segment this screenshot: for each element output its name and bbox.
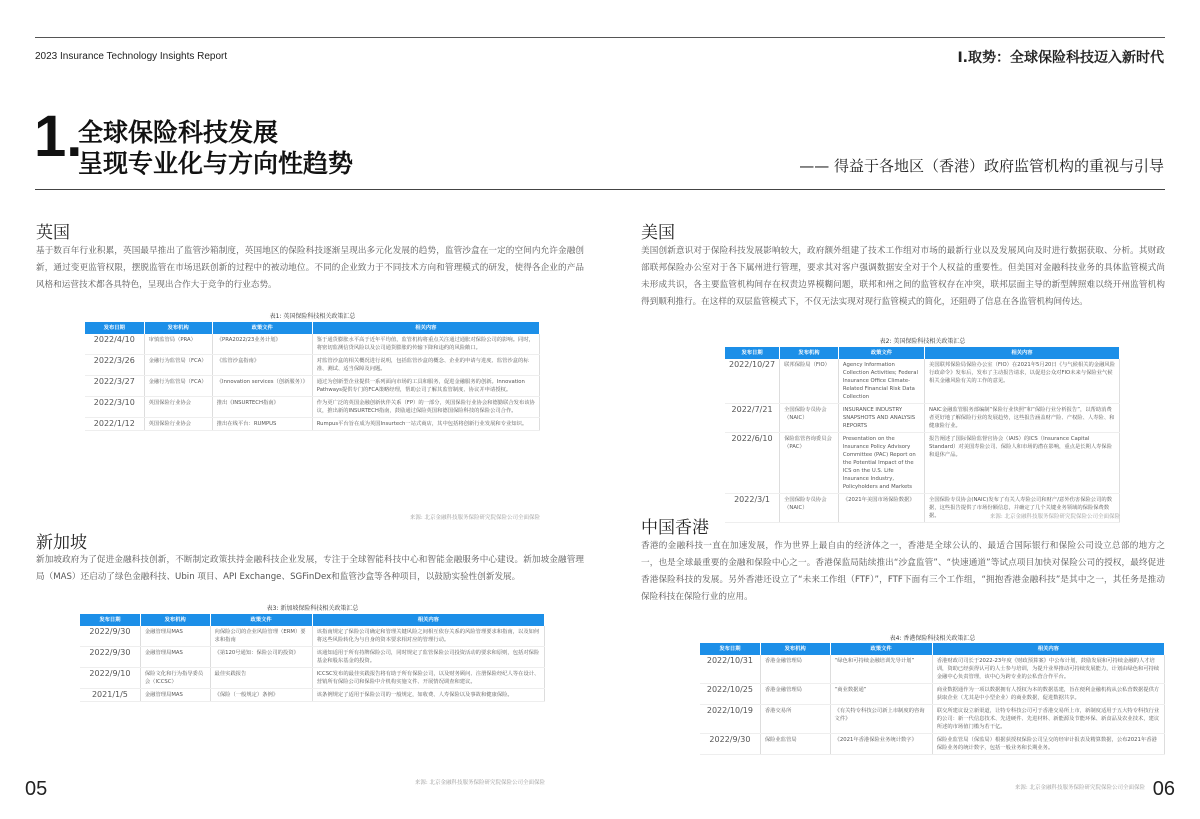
column-header: 发布日期 [725,347,780,359]
column-header: 发布机构 [144,322,212,334]
table-cell: 推出《INSURTECH指南》 [212,397,312,418]
divider [35,189,1165,190]
column-header: 发布日期 [80,614,140,626]
singapore-table-caption: 表3: 新加坡保险科技相关政策汇总 [266,605,359,612]
table-cell: 2022/7/21 [725,404,780,433]
column-header: 政策文件 [212,322,312,334]
singapore-paragraph: 新加坡政府为了促进金融科技创新，不断制定政策扶持金融科技企业发展，专注于全球智能科技中心和智能金融服务中心建设。新加坡金融管理局（MAS）还启动了绿色金融科技、Ubin 项目、API Exchange、SGFinDex和监管沙盒等各种项目，以鼓励实验性创新发展。 [36,555,584,582]
table-row [725,359,1120,404]
table-cell: 推出在线平台：RUMPUS [212,418,312,431]
table-row [80,626,545,647]
chapter-title-line1: 全球保险科技发展 [78,118,279,147]
table-cell: “商业数据通” [830,684,932,705]
table-cell: 英国保险行业协会 [144,418,212,431]
table-cell: 香港金融管理局 [760,684,830,705]
table-cell: 金融管理局MAS [140,689,210,702]
table-cell: 美国联邦保险局保险办公室（FIO）在2021年5月20日《与气候相关的金融风险行政命令》发布后，发布了主动报告请求，以促进公众对FIO未来与保险业气候相关金融风险有关的工作的意见。 [925,359,1120,404]
table-cell: 2022/9/30 [80,626,140,647]
table-cell: 保险业监管局 [760,734,830,755]
table-cell: 保险监管咨询委员会（PAC） [780,433,839,494]
table-cell: 该通知适用于所有持牌保险公司，同时规定了监管保险公司投资活动的要求和原则，包括对保险基金和股东基金的投资。 [312,647,544,668]
table-cell: 《Innovation services（创新服务）》 [212,376,312,397]
table-cell: 2022/3/26 [85,355,144,376]
table-cell: 2022/3/1 [725,494,780,523]
table-row [85,376,540,397]
table-cell: “绿色和可持续金融培训先导计划” [830,655,932,684]
table-row [80,689,545,702]
top-rule [35,37,1165,38]
table-cell: 2022/6/10 [725,433,780,494]
table-row [80,668,545,689]
table-cell: 通过为创新型企业提供一系列面向市场的工具和服务，促进金融服务的创新。Innovation Pathways提供专门的FCA策略经理，帮助公司了解其监管制度、协议并申请授权。 [312,376,539,397]
table-cell: 金融管理局MAS [140,647,210,668]
table-cell: 《监管沙盒指南》 [212,355,312,376]
table-cell: 2022/3/27 [85,376,144,397]
column-header: 相关内容 [312,614,544,626]
table-row [700,684,1165,705]
table-header-row [85,322,540,334]
table-header-row [80,614,545,626]
us-policy-table [725,347,1120,523]
table-cell: 作为更广泛的英国金融创新伙伴关系（FP）的一部分，英国保险行业协会和德勤联合发布该协议，推出新的INSURTECH指南，鼓励通过保险英国和德国保险科技的保险公司合作。 [312,397,539,418]
uk-paragraph: 基于数百年行业积累，英国最早推出了监管沙箱制度，英国地区的保险科技逐渐呈现出多元化发展的趋势，监管沙盒在一定的空间内允许金融创新，通过变更监管权限，摆脱监管在市场迅跃创新的过程中的被动地位。不同的企业致力于不同技术方向和管理模式的研发，使得各企业的产品风格和运营技术都各具特色，呈现出合作大于竞争的行业态势。 [36,246,584,290]
table-cell: Rumpus平台旨在成为英国Insurtech一站式商店，其中包括将创新行业发展和专业知识。 [312,418,539,431]
column-header: 政策文件 [830,643,932,655]
table-cell: Presentation on the Insurance Policy Advisory Committee (PAC) Report on the Potential Impact of the ICS on the U.S. Life Insurance Industry, Policyholders and Markets [838,433,924,494]
hk-paragraph: 香港的金融科技一直在加速发展，作为世界上最自由的经济体之一，香港是全球公认的、最适合国际银行和保险公司设立总部的地方之一，也是全球最重要的金融和保险中心之一。香港保监局陆续推出“沙盒监管”、“快速通道”等试点项目加快对保险公司的授权，最终促进香港保险科技的发展。另外香港还设立了“未来工作组（FTF）”，FTF下面有三个工作组，“拥抱香港金融科技”是其中之一，其任务是推动保险科技在保险行业的应用。 [641,541,1165,602]
table-cell: 全国保险专员协会(NAIC)发布了有关人寿险公司和财产/意外伤害保险公司的数据，这些报告提供了市场份额信息，并确定了几个关键业务领域的保险保费数据。 [925,494,1120,523]
table-cell: 2022/4/10 [85,334,144,355]
column-header: 发布日期 [700,643,760,655]
table-cell: 《PRA2022/23业务计划》 [212,334,312,355]
us-table-source: 来源: 北京金融科技服务保险研究院保险公司全面保险 [989,514,1120,520]
table-row [700,705,1165,734]
table-cell: 该条例规定了适用于保险公司的一般规定，如收费、人寿保险以及事故和健康保险。 [312,689,544,702]
table-row [85,418,540,431]
table-cell: 2022/3/10 [85,397,144,418]
table-cell: 2022/9/30 [80,647,140,668]
table-cell: 审慎监管局（PRA） [144,334,212,355]
table-header-row [700,643,1165,655]
singapore-table-source: 来源: 北京金融科技服务保险研究院保险公司全面保险 [414,780,545,786]
table-cell: 2022/9/10 [80,668,140,689]
uk-table-source: 来源: 北京金融科技服务保险研究院保险公司全面保险 [409,515,540,521]
table-cell: 商业数据通作为一项以数据拥有人授权为本的数据基建，旨在便利金融机构从公私营数据提供方获取企业（尤其是中小型企业）的商业数据，促进数据共享。 [932,684,1164,705]
column-header: 发布日期 [85,322,144,334]
table-cell: 保险文化和行为指导委员会（ICCSC） [140,668,210,689]
us-paragraph: 美国创新意识对于保险科技发展影响较大，政府额外组建了技术工作组对市场的最新行业以及发展风向及时进行数据获取、分析。其财政部联邦保险办公室对于各下属州进行管理，要求其对客户强调数据安全对于个人权益的重要性。但美国对金融科技业务的具体监管模式尚未形成共识，各主要监管机构间存在权责边界模糊问题，联邦和州之间的监管权存在冲突，联邦层面主导的新型牌照难以绕开州监管机构得到顺利推行。在这样的双层监管模式下，不仅无法实现对现行监管模式的简化，还阻碍了信息在各监管机构间传达。 [641,246,1165,307]
table-row [80,647,545,668]
column-header: 相关内容 [932,643,1164,655]
table-cell: ICCSC发布的最佳实践报告将有助于所有保险公司，以及财务顾问、注册保险经纪人等在设计、营销所有保险公司和保险中介机构实施文件、开展情况调查和建议。 [312,668,544,689]
table-cell: 向保险公司的企业风险管理（ERM）要求和指南 [210,626,312,647]
table-cell: 保险业监管局（保监局）根据获授权保险公司呈交的经审计报表及精算数据，公布2021年香港保险业务的统计数字，包括一般业务和长期业务。 [932,734,1164,755]
table-cell: 2022/10/27 [725,359,780,404]
table-cell: 《第120号通知：保险公司的投资》 [210,647,312,668]
uk-policy-table [85,322,540,431]
table-cell: 2022/1/12 [85,418,144,431]
table-cell: 香港交易所 [760,705,830,734]
chapter-title [78,117,353,179]
column-header: 政策文件 [210,614,312,626]
table-row [725,404,1120,433]
chapter-subtitle: —— 得益于各地区（香港）政府监管机构的重视与引导 [799,157,1164,175]
table-cell: 该指南规定了保险公司确定和管理关键风险之间相互依存关系的风险管理要求和指南，以及如何将这些风险转化为与自身的资本要求相对应的管理行动。 [312,626,544,647]
singapore-heading: 新加坡 [36,533,87,553]
table-cell: Agency Information Collection Activities; Federal Insurance Office Climate-Related Financial Risk Data Collection [838,359,924,404]
table-cell: 对监管沙盒的相关概况进行说明，包括监管沙盒的概念、企业的申请与进度、监管沙盒的标准、测试、适当保障及问题。 [312,355,539,376]
table-cell: 2022/9/30 [700,734,760,755]
table-row [725,433,1120,494]
table-cell: NAIC金融监管服务部编制“保险行业快照”和“保险行业分析报告”，以帮助消费者更好地了解保险行业的发展趋势，这些报告涵盖财产险、产权险、人寿险、和健康险行业。 [925,404,1120,433]
singapore-policy-table [80,614,545,702]
table-cell: 《有关特专科技公司新上市制度的咨询文件》 [830,705,932,734]
table-cell: 全国保险专员协会（NAIC） [780,494,839,523]
hk-table-source: 来源: 北京金融科技服务保险研究院保险公司全面保险 [1014,785,1145,791]
column-header: 相关内容 [312,322,539,334]
column-header: 相关内容 [925,347,1120,359]
page-number-right: 06 [1152,778,1175,800]
column-header: 发布机构 [140,614,210,626]
chapter-number: 1. [34,104,83,169]
table-cell: 联交所建议设立新渠道，让特专科技公司可于香港交易所上市，新制度适用于五大特专科技行业的公司：新一代信息技术、先进硬件、先进材料、新能源及节能环保、新食品及农业技术，建议所述的市场值门槛为若干亿。 [932,705,1164,734]
us-table-caption: 表2: 美国保险科技相关政策汇总 [879,338,966,345]
section-title: Ⅰ.取势：全球保险科技迈入新时代 [957,50,1164,66]
table-row [700,655,1165,684]
table-cell: 《2021年香港保险业务统计数字》 [830,734,932,755]
table-cell: 金融行为监管局（FCA） [144,355,212,376]
table-cell: 金融行为监管局（FCA） [144,376,212,397]
table-cell: 联邦保险局（FIO） [780,359,839,404]
table-cell: 全国保险专员协会（NAIC） [780,404,839,433]
table-row [85,355,540,376]
column-header: 发布机构 [780,347,839,359]
table-cell: 《2021年美国市场保险数据》 [838,494,924,523]
column-header: 政策文件 [838,347,924,359]
table-row [85,397,540,418]
page-number-left: 05 [25,778,48,800]
us-heading: 美国 [641,223,675,243]
table-cell: 金融管理局MAS [140,626,210,647]
table-cell: 报告阐述了国际保险监督官协会（IAIS）的ICS（Insurance Capital Standard）对美国寿险公司、保险人和市场的潜在影响，重点是长期人寿保险和退休产品。 [925,433,1120,494]
table-cell: 香港财政司司长于2022-23年度《财政预算案》中公布计划，鼓励发展和可持续金融的人才培训，资助已经获得认可的人士参与培训，为提升业界推动可持续发展能力，计划由绿色和可持续金融中心负责管理，该中心为跨专业的公私营合作平台。 [932,655,1164,684]
table-row [700,734,1165,755]
hk-table-caption: 表4: 香港保险科技相关政策汇总 [889,635,976,642]
table-cell: 香港金融管理局 [760,655,830,684]
table-cell: 英国保险行业协会 [144,397,212,418]
table-cell: 最佳实践报告 [210,668,312,689]
table-cell: 2021/1/5 [80,689,140,702]
table-row [85,334,540,355]
table-cell: 2022/10/31 [700,655,760,684]
table-cell: 鉴于通货膨胀水平高于近年平均值，监管机构将重点关注通过通胀对保险公司的影响。同时，将密切监测信贷风险以及公司通货膨胀的传输下降和违约的风险敞口。 [312,334,539,355]
column-header: 发布机构 [760,643,830,655]
table-cell: 2022/10/25 [700,684,760,705]
uk-table-caption: 表1: 英国保险科技相关政策汇总 [269,313,356,320]
uk-heading: 英国 [36,223,70,243]
hk-heading: 中国香港 [641,518,709,538]
table-cell: 《保险（一般规定）条例》 [210,689,312,702]
report-title: 2023 Insurance Technology Insights Report [35,51,228,62]
table-header-row [725,347,1120,359]
hk-policy-table [700,643,1165,755]
table-cell: INSURANCE INDUSTRY SNAPSHOTS AND ANALYSIS REPORTS [838,404,924,433]
table-cell: 2022/10/19 [700,705,760,734]
chapter-title-line2: 呈现专业化与方向性趋势 [78,149,354,178]
